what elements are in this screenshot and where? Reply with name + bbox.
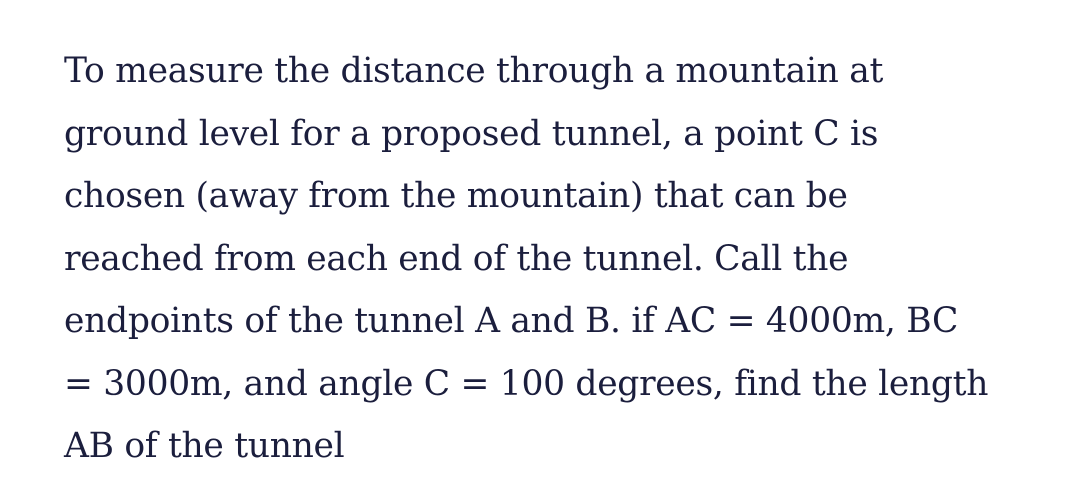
question-text <box>64 40 1064 478</box>
question-line-1: To measure the distance through a mountain at <box>64 51 884 91</box>
question-line-4: reached from each end of the tunnel. Call the <box>64 238 849 279</box>
question-line-3: chosen (away from the mountain) that can be <box>64 176 848 216</box>
question-line-2: ground level for a proposed tunnel, a point C is <box>64 113 879 154</box>
question-line-7: AB of the tunnel <box>64 426 345 466</box>
question-line-5: endpoints of the tunnel A and B. if AC = 4000m, BC <box>64 301 959 341</box>
question-line-6: = 3000m, and angle C = 100 degrees, find the length <box>64 363 989 404</box>
